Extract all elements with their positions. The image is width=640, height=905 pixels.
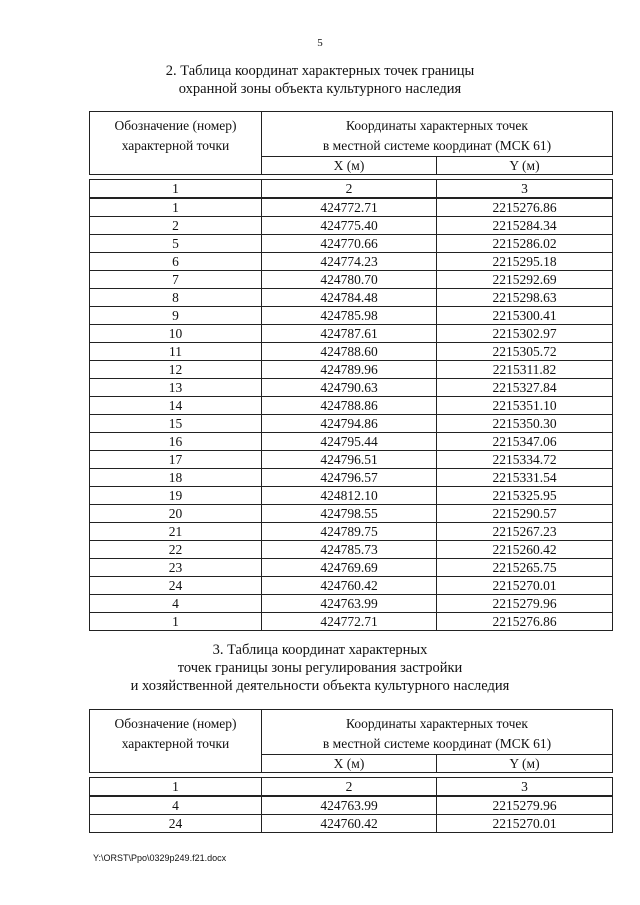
point-number-cell: 9 — [90, 307, 262, 325]
x-coordinate-cell: 424785.98 — [262, 307, 437, 325]
x-coordinate-cell: 424760.42 — [262, 577, 437, 595]
y-coordinate-cell: 2215267.23 — [437, 523, 613, 541]
point-number-cell: 2 — [90, 217, 262, 235]
table-row — [90, 235, 613, 253]
y-coordinate-cell: 2215270.01 — [437, 577, 613, 595]
y-coordinate-cell: 2215276.86 — [437, 613, 613, 631]
x-coordinate-cell: 424788.60 — [262, 343, 437, 361]
x-coordinate-cell: 424790.63 — [262, 379, 437, 397]
table-2-caption-line-3: и хозяйственной деятельности объекта культурного наследия — [130, 678, 510, 694]
y-coordinate-cell: 2215351.10 — [437, 397, 613, 415]
point-number-cell: 11 — [90, 343, 262, 361]
point-number-cell: 12 — [90, 361, 262, 379]
coordinates-table-1 — [89, 111, 613, 631]
table-row — [90, 415, 613, 433]
header-coordinates-line-1: Координаты характерных точек — [346, 118, 528, 133]
x-coordinate-cell: 424788.86 — [262, 397, 437, 415]
footer-file-path: Y:\ORST\Ppo\0329p249.f21.docx — [93, 853, 227, 863]
x-coordinate-cell: 424760.42 — [262, 815, 437, 833]
x-coordinate-cell: 424789.96 — [262, 361, 437, 379]
y-coordinate-cell: 2215305.72 — [437, 343, 613, 361]
x-coordinate-cell: 424789.75 — [262, 523, 437, 541]
y-coordinate-cell: 2215279.96 — [437, 796, 613, 815]
table-row — [90, 253, 613, 271]
x-coordinate-cell: 424770.66 — [262, 235, 437, 253]
x-coordinate-cell: 424780.70 — [262, 271, 437, 289]
point-number-cell: 22 — [90, 541, 262, 559]
table-row — [90, 559, 613, 577]
x-coordinate-cell: 424775.40 — [262, 217, 437, 235]
header-coordinates-line-2: в местной системе координат (МСК 61) — [322, 138, 552, 153]
point-number-cell: 13 — [90, 379, 262, 397]
table-1-caption — [0, 62, 640, 98]
point-number-cell: 18 — [90, 469, 262, 487]
y-coordinate-cell: 2215295.18 — [437, 253, 613, 271]
y-coordinate-cell: 2215300.41 — [437, 307, 613, 325]
x-coordinate-cell: 424769.69 — [262, 559, 437, 577]
point-number-cell: 14 — [90, 397, 262, 415]
point-number-cell: 4 — [90, 796, 262, 815]
x-coordinate-cell: 424784.48 — [262, 289, 437, 307]
table-row — [90, 796, 613, 815]
header-coordinates — [262, 112, 613, 157]
y-coordinate-cell: 2215311.82 — [437, 361, 613, 379]
table-row — [90, 505, 613, 523]
table-row — [90, 541, 613, 559]
table-2-caption — [0, 641, 640, 695]
x-coordinate-cell: 424763.99 — [262, 796, 437, 815]
table-row — [90, 289, 613, 307]
header-y: Y (м) — [437, 755, 613, 773]
y-coordinate-cell: 2215290.57 — [437, 505, 613, 523]
header-point-designation-line-2: характерной точки — [121, 736, 230, 751]
header-coordinates — [262, 710, 613, 755]
table-row — [90, 451, 613, 469]
column-number: 3 — [437, 778, 613, 797]
table-row — [90, 397, 613, 415]
point-number-cell: 16 — [90, 433, 262, 451]
y-coordinate-cell: 2215279.96 — [437, 595, 613, 613]
column-number-row — [90, 180, 613, 199]
column-number: 2 — [262, 778, 437, 797]
table-row — [90, 325, 613, 343]
point-number-cell: 19 — [90, 487, 262, 505]
y-coordinate-cell: 2215260.42 — [437, 541, 613, 559]
x-coordinate-cell: 424796.51 — [262, 451, 437, 469]
header-point-designation — [90, 710, 262, 773]
y-coordinate-cell: 2215292.69 — [437, 271, 613, 289]
column-number: 2 — [262, 180, 437, 199]
y-coordinate-cell: 2215298.63 — [437, 289, 613, 307]
table-row — [90, 198, 613, 217]
y-coordinate-cell: 2215327.84 — [437, 379, 613, 397]
point-number-cell: 17 — [90, 451, 262, 469]
point-number-cell: 10 — [90, 325, 262, 343]
column-number: 1 — [90, 778, 262, 797]
x-coordinate-cell: 424796.57 — [262, 469, 437, 487]
table-row — [90, 361, 613, 379]
y-coordinate-cell: 2215284.34 — [437, 217, 613, 235]
point-number-cell: 21 — [90, 523, 262, 541]
x-coordinate-cell: 424794.86 — [262, 415, 437, 433]
table-row — [90, 343, 613, 361]
x-coordinate-cell: 424812.10 — [262, 487, 437, 505]
header-point-designation-line-1: Обозначение (номер) — [114, 716, 237, 731]
x-coordinate-cell: 424774.23 — [262, 253, 437, 271]
header-x: X (м) — [262, 157, 437, 175]
column-number: 3 — [437, 180, 613, 199]
y-coordinate-cell: 2215265.75 — [437, 559, 613, 577]
table-row — [90, 595, 613, 613]
point-number-cell: 20 — [90, 505, 262, 523]
table-1-caption-line-2: охранной зоны объекта культурного наследия — [178, 81, 462, 97]
y-coordinate-cell: 2215302.97 — [437, 325, 613, 343]
point-number-cell: 1 — [90, 198, 262, 217]
point-number-cell: 23 — [90, 559, 262, 577]
column-number: 1 — [90, 180, 262, 199]
column-number-row — [90, 778, 613, 797]
point-number-cell: 24 — [90, 815, 262, 833]
table-row — [90, 379, 613, 397]
y-coordinate-cell: 2215347.06 — [437, 433, 613, 451]
header-y: Y (м) — [437, 157, 613, 175]
table-row — [90, 487, 613, 505]
table-row — [90, 815, 613, 833]
table-2-caption-line-1: 3. Таблица координат характерных — [212, 642, 428, 658]
x-coordinate-cell: 424785.73 — [262, 541, 437, 559]
point-number-cell: 4 — [90, 595, 262, 613]
y-coordinate-cell: 2215270.01 — [437, 815, 613, 833]
table-1-caption-line-1: 2. Таблица координат характерных точек границы — [165, 63, 475, 79]
y-coordinate-cell: 2215350.30 — [437, 415, 613, 433]
x-coordinate-cell: 424772.71 — [262, 613, 437, 631]
y-coordinate-cell: 2215286.02 — [437, 235, 613, 253]
point-number-cell: 5 — [90, 235, 262, 253]
table-row — [90, 271, 613, 289]
header-point-designation — [90, 112, 262, 175]
table-row — [90, 307, 613, 325]
table-2-caption-line-2: точек границы зоны регулирования застройки — [177, 660, 463, 676]
header-point-designation-line-1: Обозначение (номер) — [114, 118, 237, 133]
y-coordinate-cell: 2215331.54 — [437, 469, 613, 487]
coordinates-table-2 — [89, 709, 613, 833]
y-coordinate-cell: 2215334.72 — [437, 451, 613, 469]
header-coordinates-line-1: Координаты характерных точек — [346, 716, 528, 731]
header-coordinates-line-2: в местной системе координат (МСК 61) — [322, 736, 552, 751]
x-coordinate-cell: 424787.61 — [262, 325, 437, 343]
point-number-cell: 24 — [90, 577, 262, 595]
table-row — [90, 577, 613, 595]
table-row — [90, 523, 613, 541]
point-number-cell: 8 — [90, 289, 262, 307]
table-row — [90, 469, 613, 487]
header-x: X (м) — [262, 755, 437, 773]
header-point-designation-line-2: характерной точки — [121, 138, 230, 153]
page-number: 5 — [317, 37, 323, 49]
point-number-cell: 1 — [90, 613, 262, 631]
x-coordinate-cell: 424795.44 — [262, 433, 437, 451]
y-coordinate-cell: 2215325.95 — [437, 487, 613, 505]
x-coordinate-cell: 424772.71 — [262, 198, 437, 217]
point-number-cell: 6 — [90, 253, 262, 271]
point-number-cell: 7 — [90, 271, 262, 289]
y-coordinate-cell: 2215276.86 — [437, 198, 613, 217]
point-number-cell: 15 — [90, 415, 262, 433]
x-coordinate-cell: 424763.99 — [262, 595, 437, 613]
table-row — [90, 217, 613, 235]
table-row — [90, 433, 613, 451]
table-row — [90, 613, 613, 631]
x-coordinate-cell: 424798.55 — [262, 505, 437, 523]
